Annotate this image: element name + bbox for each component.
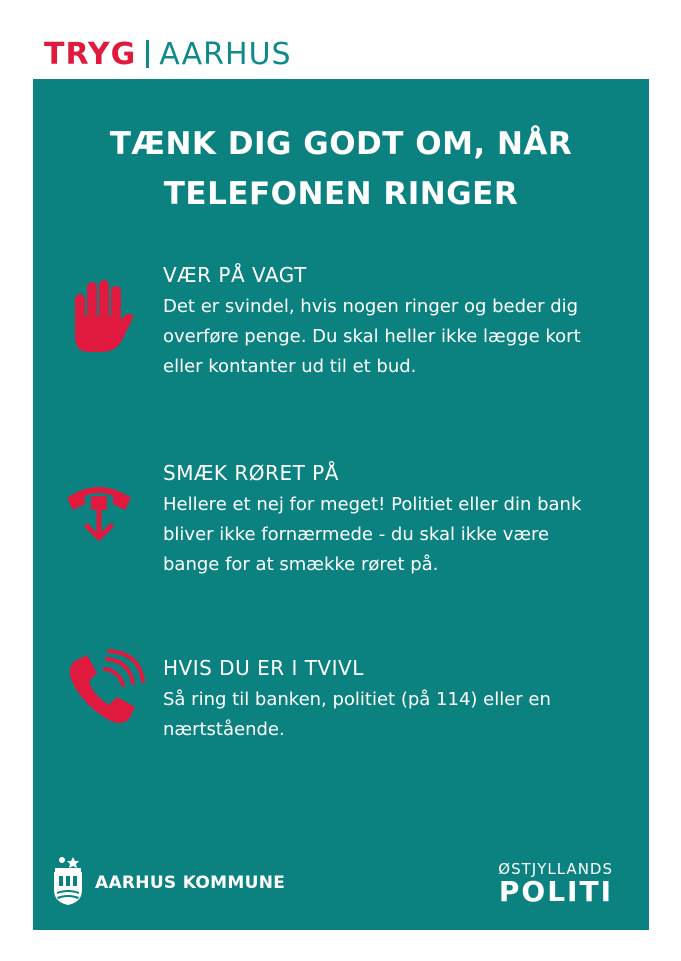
- title-line-2: TELEFONEN RINGER: [163, 176, 519, 212]
- body-line: bliver ikke fornærmede - du skal ikke være: [163, 524, 550, 545]
- brand-aarhus: AARHUS: [159, 36, 292, 72]
- body-line: nærtstående.: [163, 719, 285, 740]
- section-heading: SMÆK RØRET PÅ: [163, 461, 339, 485]
- section-heading: HVIS DU ER I TVIVL: [163, 656, 364, 680]
- section-body: [163, 490, 633, 580]
- title-line-1: TÆNK DIG GODT OM, NÅR: [109, 126, 573, 162]
- brand-divider: [146, 40, 149, 68]
- tryg-i-aarhus-logo: [44, 36, 292, 72]
- body-line: Det er svindel, hvis nogen ringer og beder dig: [163, 296, 579, 317]
- body-line: overføre penge. Du skal heller ikke lægge kort: [163, 326, 581, 347]
- politi-wordmark: POLITI: [498, 875, 613, 908]
- aarhus-kommune-name: AARHUS KOMMUNE: [95, 873, 286, 893]
- oestjyllands-politi-logo: [498, 861, 613, 907]
- poster-panel: [33, 79, 649, 930]
- hang-up-phone-icon: [65, 470, 135, 555]
- aarhus-coat-of-arms-icon: [51, 856, 85, 911]
- body-line: bange for at smække røret på.: [163, 554, 439, 575]
- brand-tryg: TRYG: [44, 36, 137, 72]
- body-line: Hellere et nej for meget! Politiet eller din bank: [163, 494, 582, 515]
- section-body: [163, 292, 633, 382]
- poster-title: [33, 119, 649, 219]
- section-body: [163, 685, 633, 745]
- politi-district: ØSTJYLLANDS: [498, 860, 613, 878]
- body-line: eller kontanter ud til et bud.: [163, 356, 417, 377]
- ringing-phone-icon: [65, 649, 145, 734]
- body-line: Så ring til banken, politiet (på 114) eller en: [163, 689, 551, 710]
- aarhus-kommune-logo: [51, 855, 285, 911]
- stop-hand-icon: [65, 276, 135, 361]
- section-heading: VÆR PÅ VAGT: [163, 263, 307, 287]
